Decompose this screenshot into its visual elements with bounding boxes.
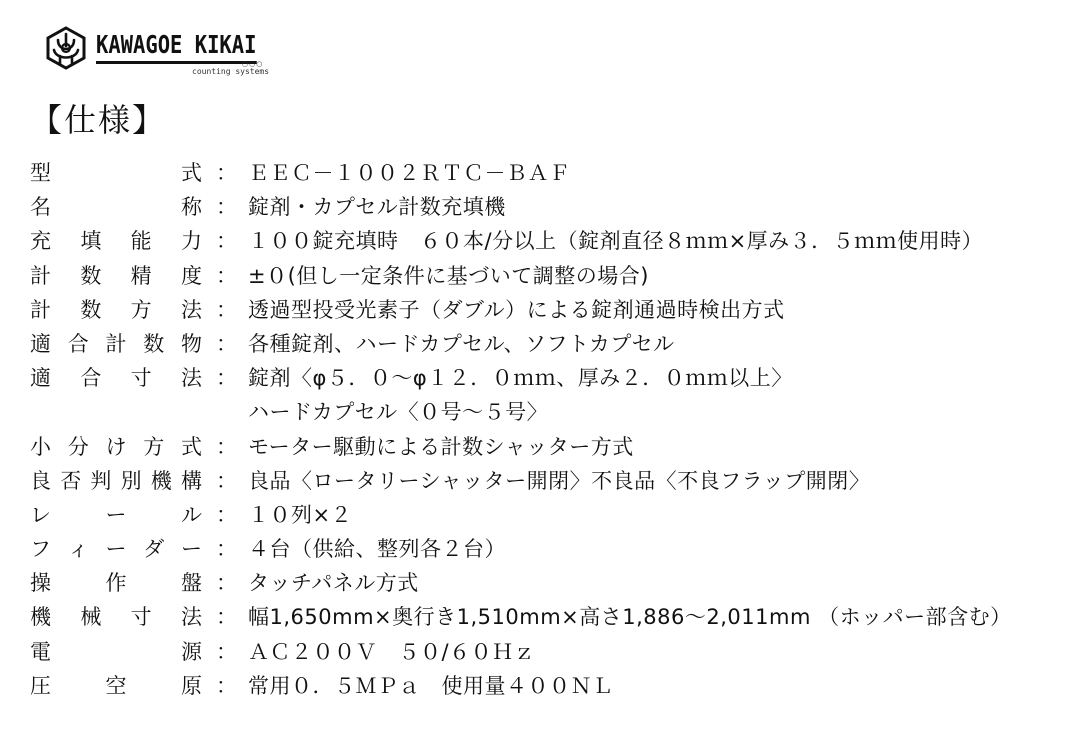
spec-value: 錠剤〈φ５．０～φ１２．０ｍｍ、厚み２．０ｍｍ以上〉: [248, 366, 793, 391]
spec-colon: ：: [216, 468, 237, 493]
spec-label-char: 法: [180, 366, 202, 391]
spec-value: 幅1,650mm×奥行き1,510mm×高さ1,886～2,011mm （ホッパー部含む）: [248, 605, 1012, 630]
spec-label-char: 良: [30, 468, 51, 493]
spec-label-char: 適: [30, 331, 51, 356]
spec-value: モーター駆動による計数シャッター方式: [248, 434, 634, 459]
spec-label: [30, 190, 202, 224]
spec-value: ハードカプセル〈０号～５号〉: [248, 400, 549, 425]
spec-label-char: 機: [30, 605, 51, 630]
page-title: 【仕様】: [30, 101, 167, 139]
kawagoe-emblem-icon: [44, 26, 88, 70]
spec-label: [30, 635, 202, 669]
spec-row: [30, 293, 1080, 327]
spec-label-char: 別: [120, 468, 142, 493]
spec-label-char: 数: [143, 331, 165, 356]
spec-colon: ：: [216, 161, 237, 185]
spec-label-char: 数: [80, 263, 102, 288]
spec-row: [30, 669, 1080, 703]
spec-row: [30, 395, 1080, 429]
spec-label-char: 法: [180, 297, 202, 322]
spec-value: 良品〈ロータリーシャッター開閉〉不良品〈不良フラップ開閉〉: [248, 468, 871, 493]
spec-label-char: フ: [30, 537, 51, 562]
spec-value: 各種錠剤、ハードカプセル、ソフトカプセル: [248, 331, 675, 356]
spec-colon: ：: [216, 639, 237, 664]
spec-label-char: 称: [181, 195, 202, 220]
spec-label-char: 能: [130, 229, 152, 254]
spec-row: [30, 498, 1080, 532]
spec-value: 常用０．５ＭＰａ 使用量４００ＮＬ: [248, 673, 614, 698]
spec-colon: ：: [216, 673, 237, 698]
spec-label-char: 式: [181, 434, 202, 459]
spec-row: [30, 566, 1080, 600]
spec-label: [30, 532, 202, 566]
spec-row: [30, 156, 1080, 190]
spec-label: [30, 224, 202, 258]
spec-label: [30, 259, 202, 293]
spec-row: [30, 361, 1080, 395]
spec-label: [30, 361, 202, 395]
spec-label-char: け: [105, 434, 127, 459]
spec-label-char: 適: [30, 366, 51, 391]
spec-label-char: ー: [181, 537, 202, 562]
spec-label-char: 操: [30, 571, 51, 596]
spec-value: １００錠充填時 ６０本/分以上（錠剤直径８ｍｍ×厚み３．５ｍｍ使用時）: [248, 229, 984, 254]
spec-colon: ：: [216, 571, 237, 596]
spec-label-char: 寸: [130, 366, 152, 391]
spec-label-char: 精: [130, 263, 152, 288]
spec-label-char: 寸: [130, 605, 152, 630]
spec-row: [30, 635, 1080, 669]
spec-label-char: 名: [30, 195, 51, 220]
spec-label-char: 度: [180, 263, 202, 288]
spec-label-char: レ: [30, 502, 51, 527]
spec-label: [30, 430, 202, 464]
spec-value: タッチパネル方式: [248, 571, 419, 596]
spec-label-char: 方: [130, 297, 152, 322]
spec-colon: ：: [216, 229, 237, 254]
brand-name: KAWAGOE KIKAI: [96, 30, 256, 64]
spec-colon: ：: [216, 605, 237, 630]
spec-label-char: 械: [80, 605, 102, 630]
spec-table: [30, 156, 1080, 703]
spec-label-char: 機: [150, 468, 172, 493]
company-logo: [44, 26, 284, 82]
spec-label-char: 作: [105, 571, 127, 596]
spec-label-char: 計: [30, 263, 51, 288]
spec-label-char: ル: [181, 502, 202, 527]
spec-label-char: 合: [67, 331, 89, 356]
spec-row: [30, 327, 1080, 361]
brand-tagline: counting systems: [192, 67, 270, 76]
spec-colon: ：: [216, 434, 237, 459]
spec-label: [30, 464, 202, 498]
spec-label-char: 空: [105, 673, 127, 698]
spec-label: [30, 600, 202, 634]
spec-colon: ：: [216, 297, 237, 322]
brand-dots: ○○○: [242, 60, 264, 68]
spec-label-char: 合: [80, 366, 102, 391]
spec-colon: ：: [216, 502, 237, 527]
spec-value: ±０(但し一定条件に基づいて調整の場合): [248, 263, 649, 288]
spec-label-char: 源: [181, 639, 202, 664]
spec-colon: ：: [216, 263, 237, 288]
spec-row: [30, 190, 1080, 224]
spec-label: [30, 327, 202, 361]
spec-label-char: 型: [30, 161, 51, 185]
spec-label-char: 充: [30, 229, 51, 254]
spec-label-char: 判: [90, 468, 112, 493]
spec-label-char: 計: [30, 297, 51, 322]
spec-colon: ：: [216, 195, 237, 220]
spec-label-char: 盤: [181, 571, 202, 596]
spec-label-char: 圧: [30, 673, 51, 698]
spec-label-char: ィ: [67, 537, 89, 562]
spec-label-char: 数: [80, 297, 102, 322]
spec-value: ＥＥＣ－１００２ＲＴＣ－ＢＡＦ: [248, 161, 571, 185]
spec-label-char: 電: [30, 639, 51, 664]
spec-label-char: 式: [181, 161, 202, 185]
spec-label-char: ー: [105, 537, 127, 562]
spec-label: [30, 566, 202, 600]
spec-label-char: 法: [180, 605, 202, 630]
spec-label-char: 力: [180, 229, 202, 254]
spec-label-char: ー: [105, 502, 127, 527]
spec-row: [30, 224, 1080, 258]
spec-colon: ：: [216, 537, 237, 562]
spec-value: ＡＣ２００Ｖ ５０/６０Ｈｚ: [248, 639, 536, 664]
spec-label-char: 方: [143, 434, 165, 459]
spec-row: [30, 430, 1080, 464]
spec-row: [30, 600, 1080, 634]
spec-label-char: 小: [30, 434, 51, 459]
spec-label: [30, 156, 202, 190]
spec-label-char: 否: [60, 468, 82, 493]
spec-row: [30, 259, 1080, 293]
spec-row: [30, 464, 1080, 498]
spec-value: 透過型投受光素子（ダブル）による錠剤通過時検出方式: [248, 297, 785, 322]
spec-label-char: ダ: [143, 537, 165, 562]
spec-label: [30, 498, 202, 532]
spec-value: １０列×２: [248, 502, 353, 527]
spec-colon: ：: [216, 331, 237, 356]
spec-row: [30, 532, 1080, 566]
spec-label-char: 分: [67, 434, 89, 459]
spec-label: [30, 293, 202, 327]
spec-label-char: 填: [80, 229, 102, 254]
spec-label-char: 計: [105, 331, 127, 356]
spec-colon: ：: [216, 366, 237, 391]
spec-label-char: 物: [181, 331, 202, 356]
spec-label-char: 構: [180, 468, 202, 493]
spec-label-char: 原: [181, 673, 202, 698]
spec-value: 錠剤・カプセル計数充填機: [248, 195, 506, 220]
spec-value: ４台（供給、整列各２台）: [248, 537, 506, 562]
spec-label: [30, 669, 202, 703]
